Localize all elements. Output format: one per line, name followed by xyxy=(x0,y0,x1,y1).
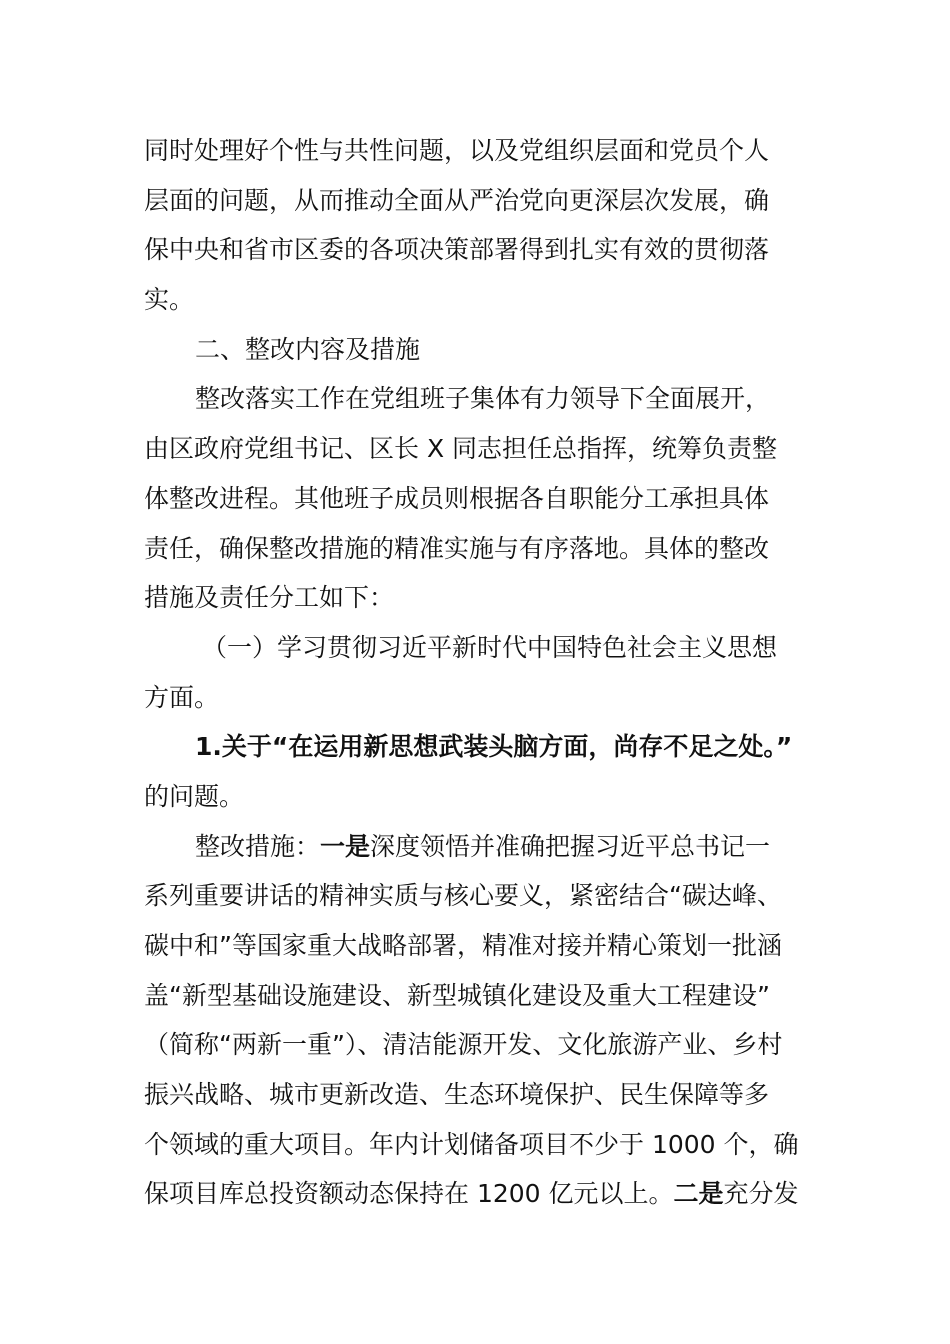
bold-marker: 二是 xyxy=(673,1179,724,1209)
text-run: 整改措施： xyxy=(195,831,321,861)
paragraph-line xyxy=(144,225,816,275)
heading-text: 二、整改内容及措施 xyxy=(195,334,421,364)
paragraph-line xyxy=(144,126,816,176)
paragraph-line xyxy=(144,1020,816,1070)
paragraph-line xyxy=(144,424,816,474)
paragraph-line xyxy=(144,1169,816,1219)
paragraph-line xyxy=(144,822,816,872)
heading-text: 1.关于“在运用新思想武装头脑方面，尚存不足之处。” xyxy=(195,732,793,762)
text-run: 措施及责任分工如下： xyxy=(144,583,395,613)
section-heading xyxy=(144,325,816,375)
text-run: 层面的问题，从而推动全面从严治党向更深层次发展，确 xyxy=(144,185,770,215)
paragraph-line xyxy=(144,673,816,723)
text-run: 实。 xyxy=(144,285,195,315)
text-run: 碳中和”等国家重大战略部署，精准对接并精心策划一批涵 xyxy=(144,931,782,960)
document-body xyxy=(144,126,816,1219)
paragraph-line xyxy=(144,921,816,971)
text-run: （简称“两新一重”）、清洁能源开发、文化旅游产业、乡村 xyxy=(144,1030,783,1060)
text-run: 体整改进程。其他班子成员则根据各自职能分工承担具体 xyxy=(144,483,770,513)
issue-heading xyxy=(144,722,816,772)
paragraph-line xyxy=(144,1120,816,1170)
subsection-heading xyxy=(144,623,816,673)
text-run: 的问题。 xyxy=(144,781,245,811)
paragraph-line xyxy=(144,971,816,1021)
paragraph-line xyxy=(144,474,816,524)
text-run: 责任，确保整改措施的精准实施与有序落地。具体的整改 xyxy=(144,533,770,563)
paragraph-line xyxy=(144,374,816,424)
paragraph-line xyxy=(144,573,816,623)
text-run: 个领域的重大项目。年内计划储备项目不少于 1000 个，确 xyxy=(144,1129,799,1159)
paragraph-line xyxy=(144,772,816,822)
text-run: 同时处理好个性与共性问题，以及党组织层面和党员个人 xyxy=(144,136,770,165)
text-run: 盖“新型基础设施建设、新型城镇化建设及重大工程建设” xyxy=(144,980,770,1010)
paragraph-line xyxy=(144,871,816,921)
paragraph-line xyxy=(144,1070,816,1120)
text-run: 整改落实工作在党组班子集体有力领导下全面展开， xyxy=(195,384,771,414)
bold-marker: 一是 xyxy=(320,831,371,861)
heading-text: （一）学习贯彻习近平新时代中国特色社会主义思想 xyxy=(202,632,778,662)
text-run: 保中央和省市区委的各项决策部署得到扎实有效的贯彻落 xyxy=(144,235,770,265)
text-run: 深度领悟并准确把握习近平总书记一 xyxy=(370,831,771,861)
text-run: 方面。 xyxy=(144,682,220,712)
text-run: 由区政府党组书记、区长 X 同志担任总指挥，统筹负责整 xyxy=(144,434,778,464)
text-run: 振兴战略、城市更新改造、生态环境保护、民生保障等多 xyxy=(144,1080,770,1110)
paragraph-line xyxy=(144,275,816,325)
paragraph-line xyxy=(144,524,816,574)
text-run: 充分发 xyxy=(723,1179,799,1209)
paragraph-line xyxy=(144,176,816,226)
text-run: 保项目库总投资额动态保持在 1200 亿元以上。 xyxy=(144,1179,674,1209)
text-run: 系列重要讲话的精神实质与核心要义，紧密结合“碳达峰、 xyxy=(144,881,782,911)
